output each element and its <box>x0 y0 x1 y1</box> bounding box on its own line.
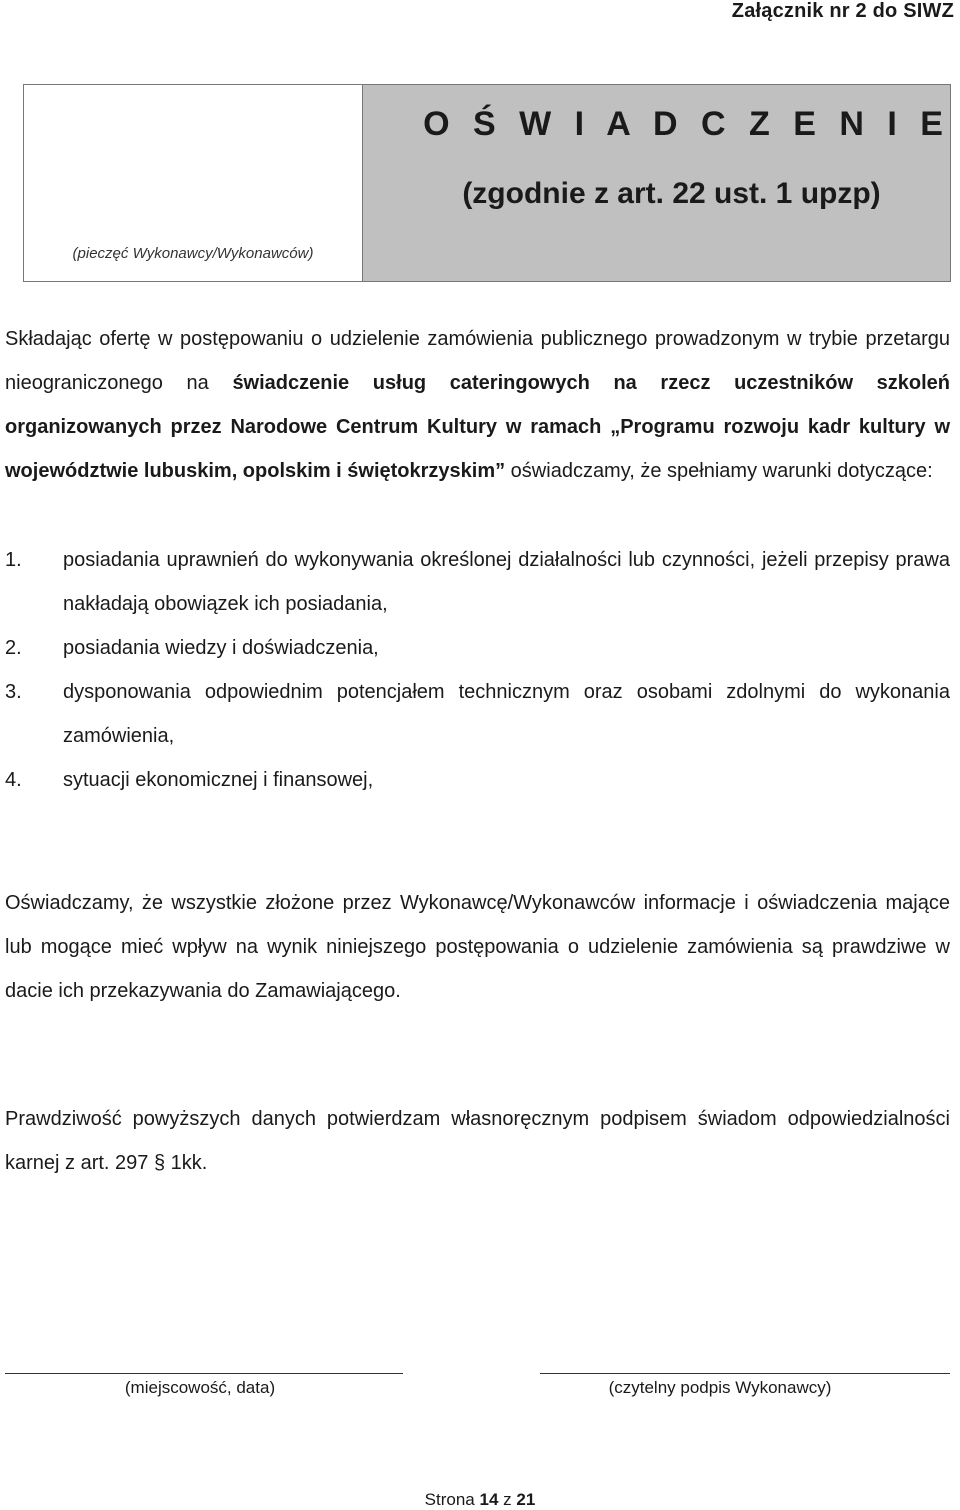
conditions-list <box>5 538 950 802</box>
list-item-number: 3. <box>5 681 22 703</box>
header-box <box>23 84 951 282</box>
page-number: 14 <box>479 1490 499 1509</box>
liability-paragraph: Prawdziwość powyższych danych potwierdzam własnoręcznym podpisem świadom odpowiedzialności karnej z art. 297 § 1kk. <box>5 1108 950 1174</box>
list-item <box>5 758 950 802</box>
list-item-number: 1. <box>5 549 22 571</box>
document-title: O Ś W I A D C Z E N I E <box>423 105 950 143</box>
title-area <box>363 85 950 281</box>
list-item-text: posiadania uprawnień do wykonywania określonej działalności lub czynności, jeżeli przepisy prawa nakładają obowiązek ich posiadania, <box>63 549 950 615</box>
list-item-text: sytuacji ekonomicznej i finansowej, <box>63 769 374 791</box>
intro-text-1: Składając ofertę w postępowaniu o udzielenie zamówienia publicznego prowadzonym w trybie przetargu nieograniczonego na <box>5 328 950 394</box>
place-date-line <box>5 1373 403 1374</box>
stamp-label: (pieczęć Wykonawcy/Wykonawców) <box>72 245 314 262</box>
page-prefix: Strona <box>424 1490 475 1509</box>
page-total: 21 <box>516 1490 536 1509</box>
list-item-number: 4. <box>5 769 22 791</box>
signature-line <box>540 1373 950 1374</box>
list-item <box>5 538 950 626</box>
list-item-number: 2. <box>5 637 22 659</box>
document-subtitle: (zgodnie z art. 22 ust. 1 upzp) <box>462 177 881 210</box>
page-footer <box>0 1490 960 1510</box>
list-item-text: posiadania wiedzy i doświadczenia, <box>63 637 379 659</box>
intro-paragraph <box>5 317 950 493</box>
signature-label: (czytelny podpis Wykonawcy) <box>608 1378 832 1397</box>
list-item <box>5 670 950 758</box>
list-item <box>5 626 950 670</box>
stamp-area <box>24 85 363 281</box>
intro-bold-text: świadczenie usług cateringowych na rzecz uczestników szkoleń organizowanych przez Narodowe Centrum Kultury w ramach „Programu rozwoju kadr kultury w województwie lubuskim, opolskim i świętokrzyskim” <box>5 372 951 482</box>
place-date-label: (miejscowość, data) <box>124 1378 276 1397</box>
list-item-text: dysponowania odpowiednim potencjałem technicznym oraz osobami zdolnymi do wykonania zamówienia, <box>63 681 950 747</box>
intro-text-2: oświadczamy, że spełniamy warunki dotyczące: <box>505 460 933 482</box>
declaration-paragraph: Oświadczamy, że wszystkie złożone przez Wykonawcę/Wykonawców informacje i oświadczenia mające lub mogące mieć wpływ na wynik niniejszego postępowania o udzielenie zamówienia są prawdziwe w dacie ich przekazywania do Zamawiającego. <box>5 892 950 1002</box>
page-separator: z <box>503 1490 512 1509</box>
attachment-label: Załącznik nr 2 do SIWZ <box>731 0 954 22</box>
